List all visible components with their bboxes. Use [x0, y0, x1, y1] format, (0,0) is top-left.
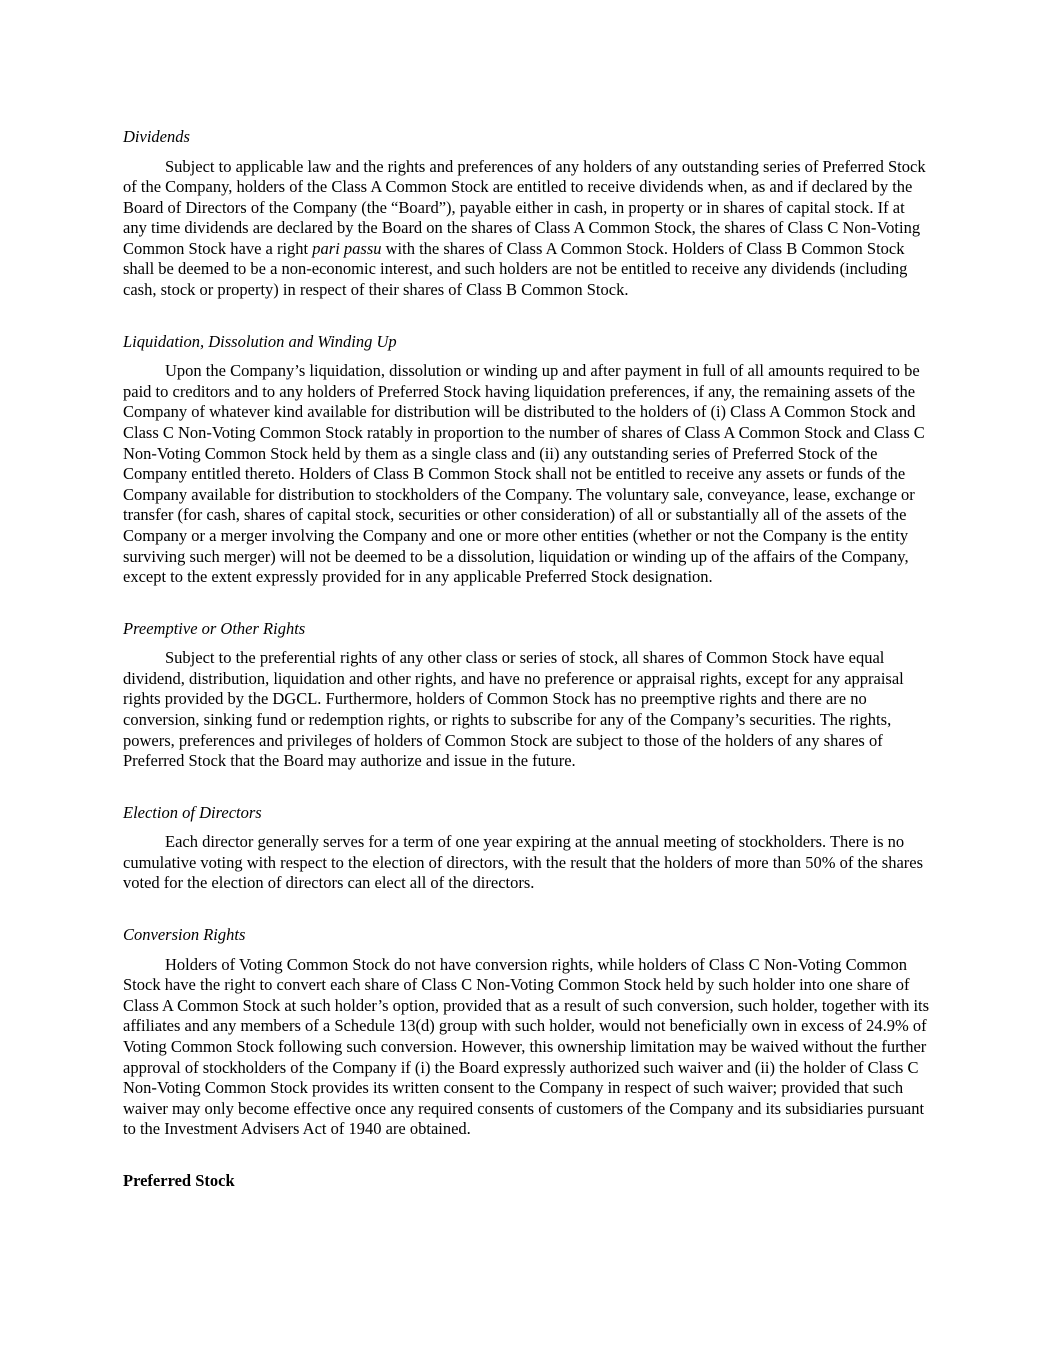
- section-election: [123, 803, 931, 894]
- section-heading-preemptive: Preemptive or Other Rights: [123, 618, 306, 638]
- paragraph-liquidation: Upon the Company’s liquidation, dissolution or winding up and after payment in full of all amounts required to be paid to creditors and to any holders of Preferred Stock having liquidation preferences, if any, the remaining assets of the Company of whatever kind available for distribution will be distributed to the holders of (i) Class A Common Stock and Class C Non-Voting Common Stock ratably in proportion to the number of shares of Class A Common Stock and Class C Non-Voting Common Stock held by them as a single class and (ii) any outstanding series of Preferred Stock of the Company entitled thereto. Holders of Class B Common Stock shall not be entitled to receive any assets or funds of the Company available for distribution to stockholders of the Company. The voluntary sale, conveyance, lease, exchange or transfer (for cash, shares of capital stock, securities or other consideration) of all or substantially all of the assets of the Company or a merger involving the Company and one or more other entities (whether or not the Company is the entity surviving such merger) will not be deemed to be a dissolution, liquidation or winding up of the affairs of the Company, except to the extent expressly provided for in any applicable Preferred Stock designation.: [123, 361, 925, 587]
- section-heading-conversion: Conversion Rights: [123, 925, 246, 945]
- section-preferred-stock: [123, 1171, 931, 1192]
- section-heading-election: Election of Directors: [123, 802, 262, 822]
- section-heading-liquidation: Liquidation, Dissolution and Winding Up: [123, 331, 397, 351]
- section-heading-dividends: Dividends: [123, 127, 190, 146]
- paragraph-text-before: Subject to applicable law and the rights and preferences of any holders of any outstanding series of Preferred Stock of the Company, holders of the Class A Common Stock are entitled to receive dividends when, as and if declared by the Board of Directors of the Company (the “Board”), payable either in cash, in property or in shares of capital stock. If at any time dividends are declared by the Board on the shares of Class A Common Stock, the shares of Class C Non-Voting Common Stock have a right: [123, 156, 926, 258]
- paragraph-conversion: Holders of Voting Common Stock do not have conversion rights, while holders of Class C Non-Voting Common Stock have the right to convert each share of Class C Non-Voting Common Stock held by such holder into one share of Class A Common Stock at such holder’s option, provided that as a result of such conversion, such holder, together with its affiliates and any members of a Schedule 13(d) group with such holder, would not beneficially own in excess of 24.9% of Voting Common Stock following such conversion. However, this ownership limitation may be waived without the further approval of stockholders of the Company if (i) the Board expressly authorized such waiver and (ii) the holder of Class C Non-Voting Common Stock provides its written consent to the Company in respect of such waiver; provided that such waiver may only become effective once any required consents of customers of the Company and its subsidiaries pursuant to the Investment Advisers Act of 1940 are obtained.: [123, 954, 930, 1139]
- paragraph-dividends: [123, 157, 931, 301]
- section-conversion: [123, 925, 931, 1140]
- paragraph-preemptive: Subject to the preferential rights of any other class or series of stock, all shares of Common Stock have equal dividend, distribution, liquidation and other rights, and have no preference or appraisal rights, except for any appraisal rights provided by the DGCL. Furthermore, holders of Common Stock has no preemptive rights and there are no conversion, sinking fund or redemption rights, or rights to subscribe for any of the Company’s securities. The rights, powers, preferences and privileges of holders of Common Stock are subject to those of the holders of any shares of Preferred Stock that the Board may authorize and issue in the future.: [123, 648, 904, 771]
- paragraph-text-after: with the shares of Class A Common Stock. Holders of Class B Common Stock shall be deemed to be a non-economic interest, and such holders are not be entitled to receive any dividends (including cash, stock or property) in respect of their shares of Class B Common Stock.: [123, 238, 908, 300]
- section-heading-preferred-stock: Preferred Stock: [123, 1170, 235, 1190]
- paragraph-text-italic-pari-passu: pari passu: [312, 238, 382, 258]
- section-liquidation: [123, 332, 931, 588]
- section-preemptive: [123, 619, 931, 772]
- paragraph-election: Each director generally serves for a term of one year expiring at the annual meeting of stockholders. There is no cumulative voting with respect to the election of directors, with the result that the holders of more than 50% of the shares voted for the election of directors can elect all of the directors.: [123, 832, 924, 893]
- section-dividends: [123, 127, 931, 301]
